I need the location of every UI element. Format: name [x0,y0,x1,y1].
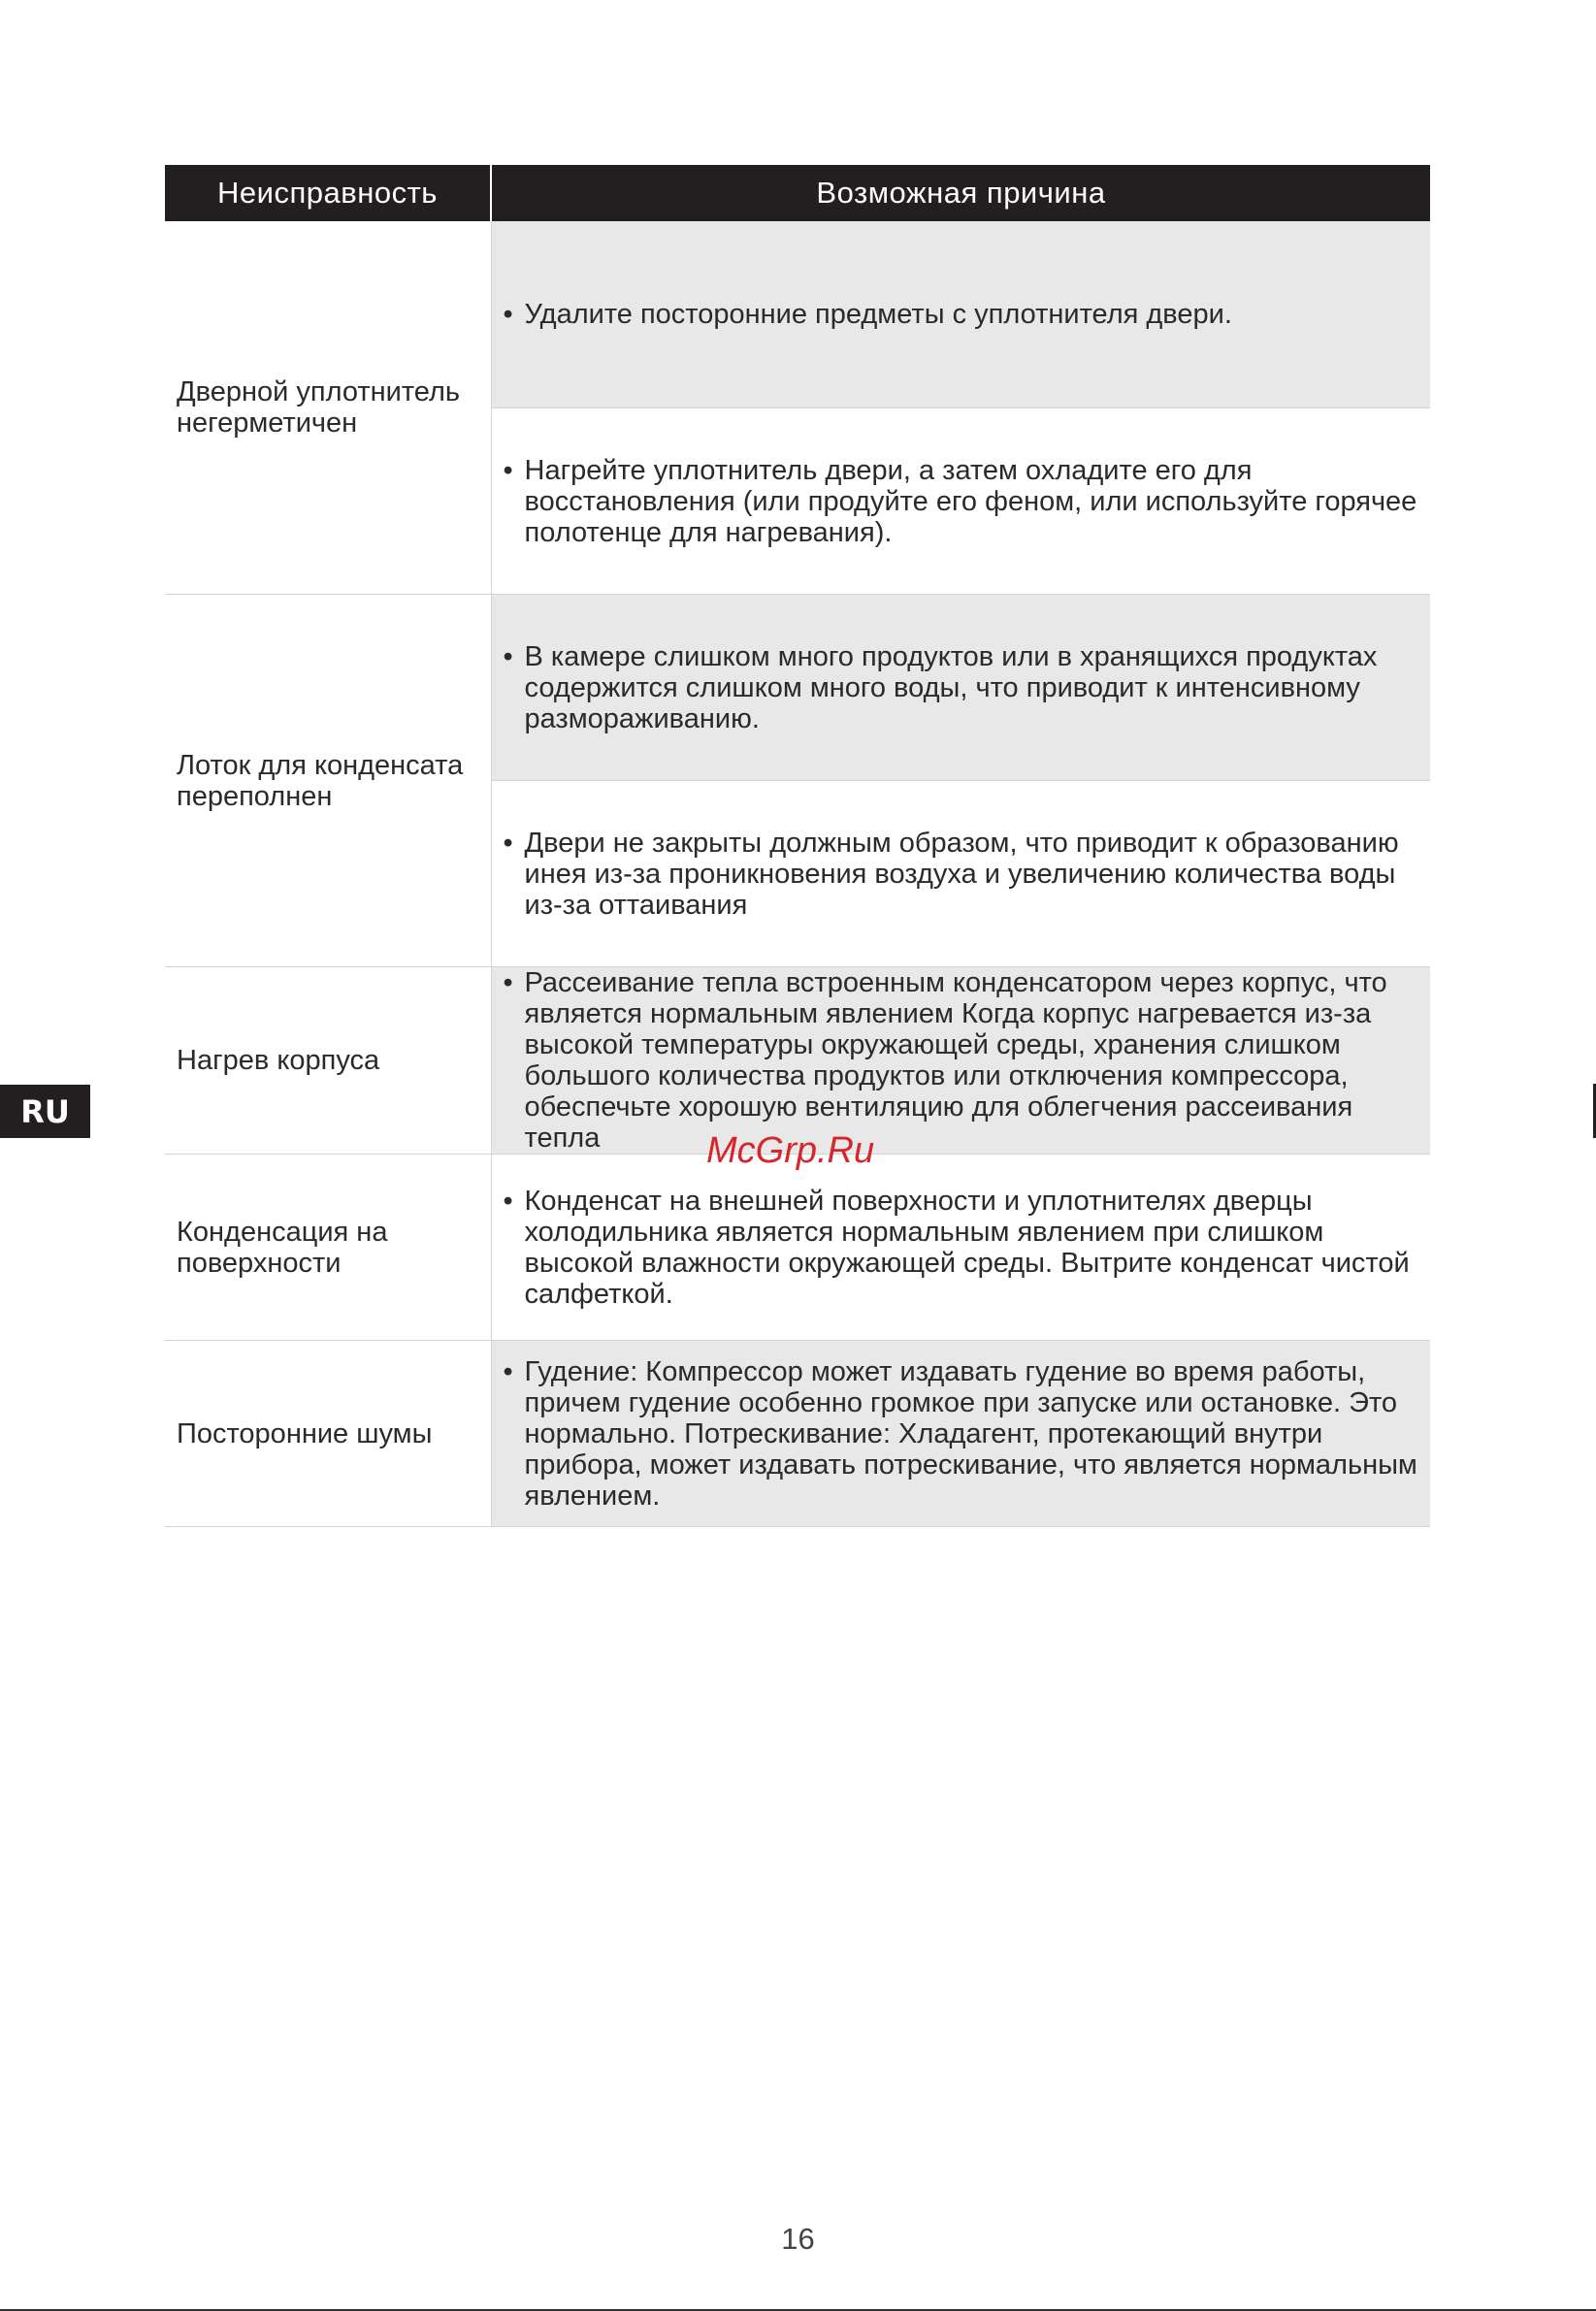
troubleshooting-table [165,165,1430,1527]
cause-cell: • Двери не закрыты должным образом, что приводит к образованию инея из-за проникновения воздуха и увеличению количества воды из-за оттаивания [491,781,1430,967]
fault-cell: Посторонние шумы [165,1341,491,1527]
fault-cell: Лоток для конденсата переполнен [165,595,491,967]
bullet-icon: • [503,299,513,330]
header-fault: Неисправность [165,165,491,221]
cause-cell: • Конденсат на внешней поверхности и уплотнителях дверцы холодильника является нормальным явлением при слишком высокой влажности окружающей среды. Вытрите конденсат чистой салфеткой. [491,1155,1430,1341]
header-cause: Возможная причина [491,165,1430,221]
table-row [165,967,1430,1155]
table-row [165,1155,1430,1341]
table-row [165,221,1430,408]
bullet-icon: • [503,640,513,672]
cause-cell: • Гудение: Компрессор может издавать гудение во время работы, причем гудение особенно громкое при запуске или остановке. Это нормально. Потрескивание: Хладагент, протекающий внутри прибора, может издавать потрескивание, что является нормальным явлением. [491,1341,1430,1527]
bullet-icon: • [503,827,513,859]
cause-cell: • Удалите посторонние предметы с уплотнителя двери. [491,221,1430,408]
page-number: 16 [781,2222,815,2256]
bullet-icon: • [503,967,513,998]
cause-cell: • Рассеивание тепла встроенным конденсатором через корпус, что является нормальным явлением Когда корпус нагревается из-за высокой температуры окружающей среды, хранения слишком большого количества продуктов или отключения компрессора, обеспечьте хорошую вентиляцию для облегчения рассеивания тепла [491,967,1430,1155]
table-header-row [165,165,1430,221]
table-row [165,1341,1430,1527]
bullet-icon: • [503,454,513,486]
watermark: McGrp.Ru [706,1130,875,1171]
bullet-icon: • [503,1355,513,1387]
fault-cell: Нагрев корпуса [165,967,491,1155]
fault-cell: Конденсация на поверхности [165,1155,491,1341]
cause-cell: • В камере слишком много продуктов или в хранящихся продуктах содержится слишком много воды, что приводит к интенсивному размораживанию. [491,595,1430,781]
cause-cell: • Нагрейте уплотнитель двери, а затем охладите его для восстановления (или продуйте его феном, или используйте горячее полотенце для нагревания). [491,408,1430,595]
table-row [165,595,1430,781]
fault-cell: Дверной уплотнитель негерметичен [165,221,491,595]
language-tab: RU [0,1085,90,1138]
bullet-icon: • [503,1185,513,1217]
